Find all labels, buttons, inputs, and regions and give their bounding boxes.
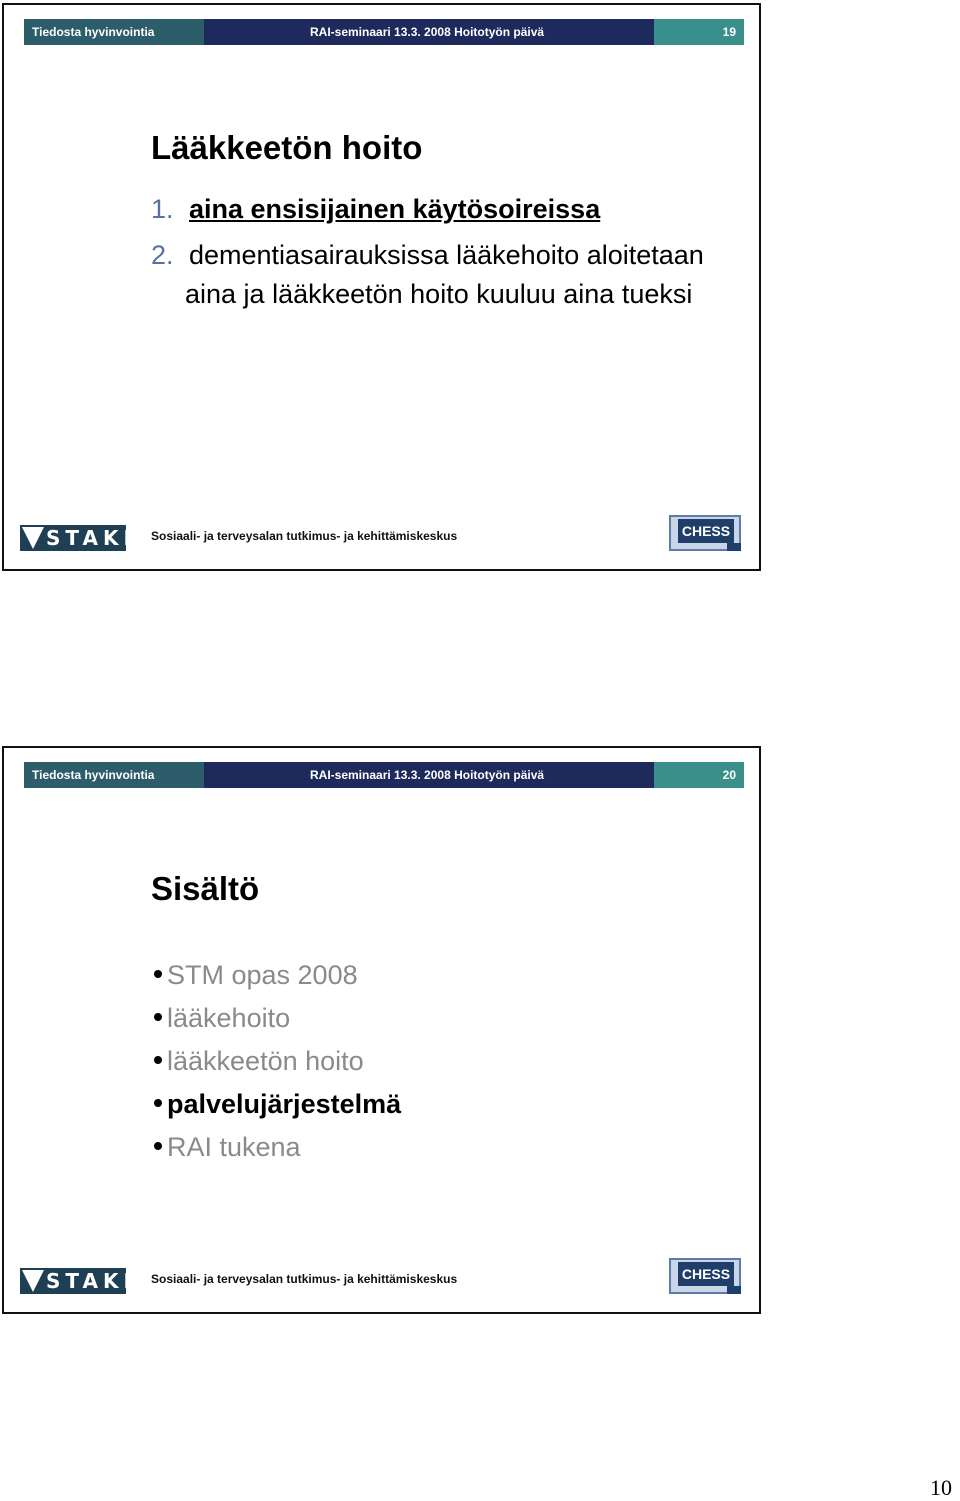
item-continuation: aina ja lääkkeetön hoito kuuluu aina tueksi	[185, 279, 693, 309]
footer-org-text: Sosiaali- ja terveysalan tutkimus- ja kehittämiskeskus	[151, 1272, 458, 1286]
bullet-item: lääkehoito	[154, 1003, 290, 1034]
page-number: 10	[930, 1475, 952, 1500]
bullet-item: RAI tukena	[154, 1132, 301, 1163]
bullet-item-active: palvelujärjestelmä	[154, 1089, 401, 1120]
header-left-label: Tiedosta hyvinvointia	[24, 19, 204, 45]
stakes-logo-text: STAKES	[46, 1269, 162, 1293]
bullet-icon	[154, 1013, 162, 1021]
list-item	[151, 194, 600, 225]
header-center-label: RAI-seminaari 13.3. 2008 Hoitotyön päivä	[310, 25, 545, 39]
stakes-logo	[20, 525, 162, 551]
bullet-item: lääkkeetön hoito	[154, 1046, 364, 1077]
stakes-logo-text: STAKES	[46, 526, 162, 550]
item-number: 1.	[151, 194, 174, 224]
footer-org-text: Sosiaali- ja terveysalan tutkimus- ja kehittämiskeskus	[151, 529, 458, 543]
chess-logo-text: CHESS	[678, 1262, 734, 1286]
slide-20	[2, 746, 761, 1314]
list-item	[151, 240, 704, 271]
slide-number: 20	[654, 762, 744, 788]
header-left-label: Tiedosta hyvinvointia	[24, 762, 204, 788]
bullet-item: STM opas 2008	[154, 960, 358, 991]
bullet-icon	[154, 1056, 162, 1064]
item-number: 2.	[151, 240, 174, 270]
item-text: aina ensisijainen käytösoireissa	[189, 194, 601, 224]
stakes-v-mark	[22, 1270, 44, 1292]
item-text: dementiasairauksissa lääkehoito aloitetaan	[189, 240, 704, 270]
chess-logo-text: CHESS	[678, 519, 734, 543]
slide-header	[24, 19, 744, 45]
header-center-label: RAI-seminaari 13.3. 2008 Hoitotyön päivä	[310, 768, 545, 782]
chess-logo	[669, 1258, 741, 1294]
stakes-v-mark	[22, 527, 44, 549]
chess-logo	[669, 515, 741, 551]
slide-title: Sisältö	[151, 870, 260, 907]
slide-header	[24, 762, 744, 788]
bullet-icon	[154, 970, 162, 978]
slide-number: 19	[654, 19, 744, 45]
slide-title: Lääkkeetön hoito	[151, 129, 423, 166]
bullet-icon	[154, 1142, 162, 1150]
bullet-icon	[154, 1099, 162, 1107]
stakes-logo	[20, 1268, 162, 1294]
slide-19	[2, 3, 761, 571]
